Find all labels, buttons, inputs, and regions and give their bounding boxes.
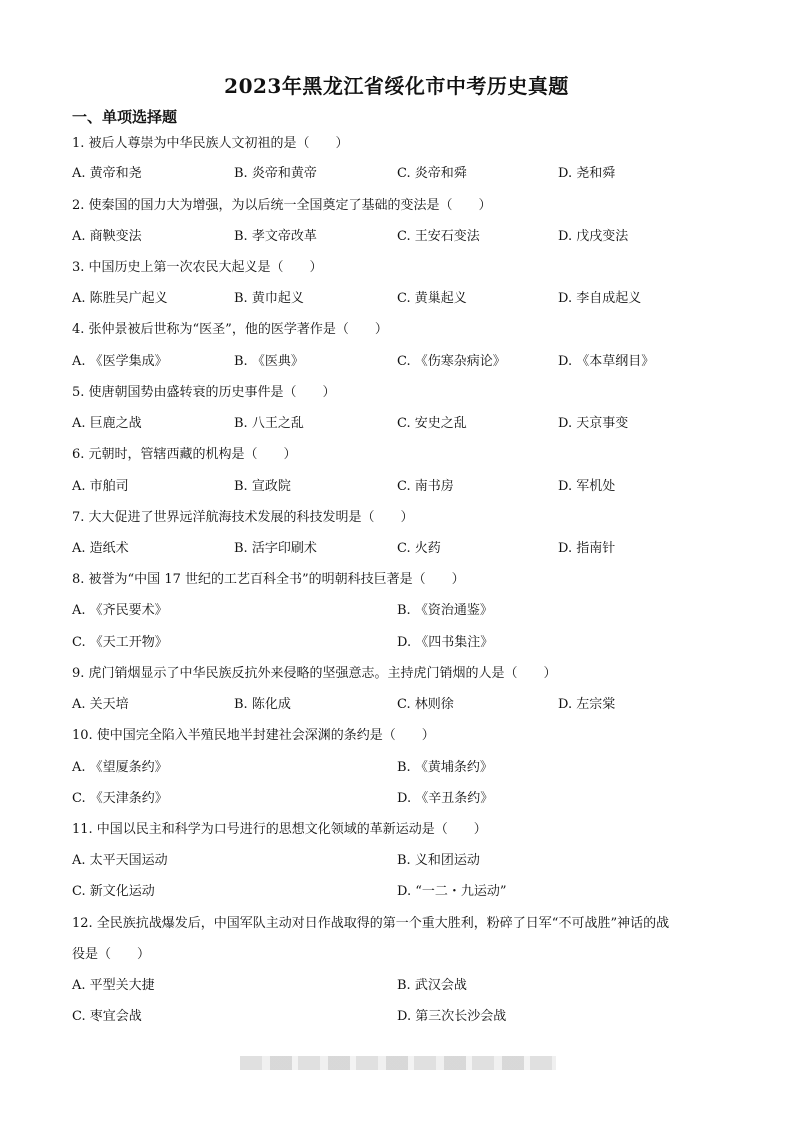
option-d: D. 《本草纲目》 [558,354,655,369]
option-b: B. 炎帝和黄帝 [234,166,317,181]
option-a: A. 太平天国运动 [72,853,168,868]
question-stem: 10. 使中国完全陷入半殖民地半封建社会深渊的条约是（ ） [72,728,435,743]
option-a: A. 平型关大捷 [72,978,155,993]
option-d: D. 尧和舜 [558,166,616,181]
section-heading: 一、单项选择题 [72,108,178,126]
option-c: C. 南书房 [397,479,454,494]
question-stem: 12. 全民族抗战爆发后，中国军队主动对日作战取得的第一个重大胜利，粉碎了日军“不可战胜”神话的战 [72,916,670,931]
question-stem: 2. 使秦国的国力大为增强，为以后统一全国奠定了基础的变法是（ ） [72,198,492,213]
option-b: B. 活字印刷术 [234,541,317,556]
option-c: C. 火药 [397,541,441,556]
option-b: B. 陈化成 [234,697,291,712]
option-b: B. 《资治通鉴》 [397,603,493,618]
option-c: C. 黄巢起义 [397,291,467,306]
question-stem: 5. 使唐朝国势由盛转衰的历史事件是（ ） [72,385,336,400]
question-stem-continued: 役是（ ） [72,947,151,962]
option-b: B. 义和团运动 [397,853,480,868]
option-c: C. 新文化运动 [72,884,155,899]
option-c: C. 林则徐 [397,697,454,712]
question-stem: 11. 中国以民主和科学为口号进行的思想文化领域的革新运动是（ ） [72,822,487,837]
option-c: C. 《伤寒杂病论》 [397,354,506,369]
question-stem: 7. 大大促进了世界远洋航海技术发展的科技发明是（ ） [72,510,414,525]
blurred-footer-watermark [240,1056,556,1070]
option-b: B. 《医典》 [234,354,304,369]
option-c: C. 《天工开物》 [72,635,168,650]
option-a: A. 陈胜吴广起义 [72,291,168,306]
option-d: D. 《辛丑条约》 [397,791,494,806]
option-d: D. 《四书集注》 [397,635,494,650]
option-b: B. 武汉会战 [397,978,467,993]
question-stem: 9. 虎门销烟显示了中华民族反抗外来侵略的坚强意志。主持虎门销烟的人是（ ） [72,666,557,681]
option-c: C. 安史之乱 [397,416,467,431]
question-stem: 1. 被后人尊崇为中华民族人文初祖的是（ ） [72,136,349,151]
page-title: 2023年黑龙江省绥化市中考历史真题 [224,74,569,98]
option-a: A. 《望厦条约》 [72,760,168,775]
option-a: A. 造纸术 [72,541,129,556]
option-c: C. 枣宜会战 [72,1009,142,1024]
option-d: D. 天京事变 [558,416,629,431]
question-stem: 8. 被誉为“中国 17 世纪的工艺百科全书”的明朝科技巨著是（ ） [72,572,465,587]
option-d: D. 第三次长沙会战 [397,1009,507,1024]
option-c: C. 《天津条约》 [72,791,168,806]
option-b: B. 孝文帝改革 [234,229,317,244]
option-d: D. “一二・九运动” [397,884,507,899]
option-b: B. 八王之乱 [234,416,304,431]
question-stem: 3. 中国历史上第一次农民大起义是（ ） [72,260,323,275]
option-c: C. 炎帝和舜 [397,166,467,181]
option-d: D. 军机处 [558,479,616,494]
option-b: B. 黄巾起义 [234,291,304,306]
option-d: D. 左宗棠 [558,697,616,712]
option-d: D. 李自成起义 [558,291,642,306]
option-b: B. 宣政院 [234,479,291,494]
option-c: C. 王安石变法 [397,229,480,244]
option-a: A. 黄帝和尧 [72,166,142,181]
option-a: A. 《医学集成》 [72,354,168,369]
option-b: B. 《黄埔条约》 [397,760,493,775]
question-stem: 4. 张仲景被后世称为“医圣”，他的医学著作是（ ） [72,322,388,337]
option-a: A. 商鞅变法 [72,229,142,244]
option-a: A. 市舶司 [72,479,129,494]
option-a: A. 关天培 [72,697,129,712]
option-a: A. 巨鹿之战 [72,416,142,431]
option-d: D. 指南针 [558,541,616,556]
question-stem: 6. 元朝时，管辖西藏的机构是（ ） [72,447,297,462]
option-d: D. 戊戌变法 [558,229,629,244]
option-a: A. 《齐民要术》 [72,603,168,618]
